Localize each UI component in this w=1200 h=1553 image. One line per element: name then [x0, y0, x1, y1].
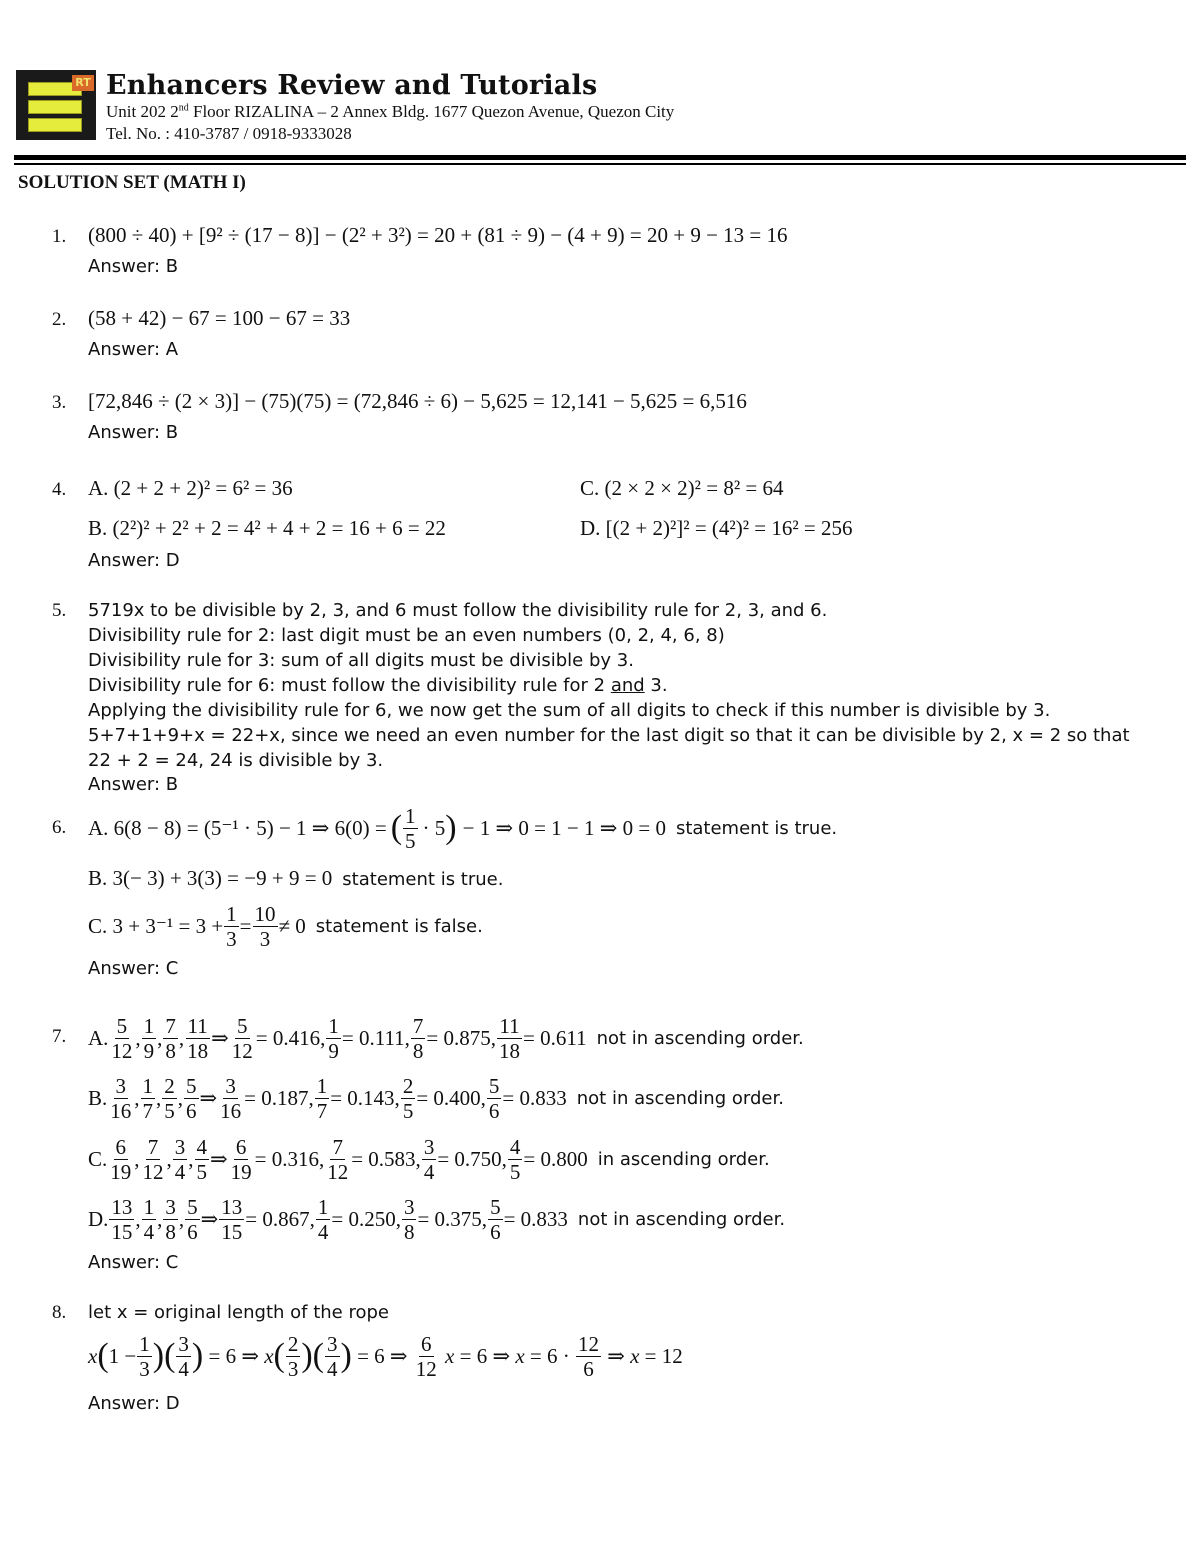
logo-bar — [28, 100, 82, 114]
q5-line: 22 + 2 = 24, 24 is divisible by 3. — [88, 750, 384, 771]
q7-answer: Answer: C — [88, 1252, 179, 1273]
fraction: $\frac{1}{7}$ — [316, 1073, 328, 1123]
q6-option-a: A. 6(8 − 8) = (5⁻¹ · 5) − 1 ⇒ 6(0) = ( $\frac{1}{5}$ · 5 ) − 1 ⇒ 0 = 1 − 1 ⇒ 0 = 0 statement is true. — [88, 803, 838, 853]
question-number: 1. — [52, 226, 67, 247]
q2-answer: Answer: A — [88, 339, 179, 360]
q6-option-b: B. 3(− 3) + 3(3) = −9 + 9 = 0 statement is true. — [88, 866, 504, 890]
q4-option-d: D. [(2 + 2)²]² = (4²)² = 16² = 256 — [580, 516, 853, 540]
fraction: $\frac{2}{5}$ — [402, 1073, 414, 1123]
fraction: $\frac{4}{5}$ — [509, 1134, 521, 1184]
q5-line: Divisibility rule for 2: last digit must be an even numbers (0, 2, 4, 6, 8) — [88, 625, 725, 646]
q4-option-b: B. (2²)² + 2² + 2 = 4² + 4 + 2 = 16 + 6 = 22 — [88, 516, 446, 540]
q5-answer: Answer: B — [88, 774, 179, 795]
fraction: $\frac{7}{12}$ — [327, 1134, 349, 1184]
fraction: $\frac{13}{15}$ — [111, 1194, 133, 1244]
logo-bar — [28, 118, 82, 132]
fraction: $\frac{5}{12}$ — [231, 1013, 253, 1063]
q1-answer: Answer: B — [88, 256, 179, 277]
fraction: $\frac{3}{4}$ — [423, 1134, 435, 1184]
fraction: $\frac{7}{8}$ — [412, 1013, 424, 1063]
fraction: $\frac{11}{18}$ — [499, 1013, 521, 1063]
fraction: $\frac{2}{5}$ — [164, 1073, 175, 1123]
q8-answer: Answer: D — [88, 1393, 180, 1414]
fraction: $\frac{11}{18}$ — [187, 1013, 209, 1063]
fraction: $\frac{1}{4}$ — [317, 1194, 329, 1244]
q3-answer: Answer: B — [88, 422, 179, 443]
q5-line: Applying the divisibility rule for 6, we now get the sum of all digits to check if this number is divisible by 3. — [88, 700, 1051, 721]
question-number: 4. — [52, 479, 67, 500]
company-address: Unit 202 2nd Floor RIZALINA – 2 Annex Bldg. 1677 Quezon Avenue, Quezon City — [106, 102, 675, 121]
fraction: $\frac{5}{6}$ — [186, 1073, 197, 1123]
q7-note: in ascending order. — [597, 1148, 770, 1170]
q7-note: not in ascending order. — [596, 1027, 804, 1049]
fraction: $\frac{1}{7}$ — [142, 1073, 154, 1123]
fraction: $\frac{6}{19}$ — [230, 1134, 252, 1184]
fraction: $\frac{5}{6}$ — [488, 1073, 500, 1123]
header-rule-thin — [14, 163, 1186, 165]
fraction: $\frac{6}{19}$ — [110, 1134, 132, 1184]
question-number: 5. — [52, 600, 67, 621]
q5-line: Divisibility rule for 6: must follow the divisibility rule for 2 and 3. — [88, 675, 668, 696]
question-number: 2. — [52, 309, 67, 330]
q4-option-a: A. (2 + 2 + 2)² = 6² = 36 — [88, 476, 293, 500]
fraction: $\frac{1}{4}$ — [143, 1194, 155, 1244]
q7-note: not in ascending order. — [577, 1208, 786, 1230]
fraction: $\frac{13}{15}$ — [221, 1194, 243, 1244]
fraction: $\frac{3}{8}$ — [165, 1194, 176, 1244]
q7-option-a: A. $\frac{5}{12}$ , $\frac{1}{9}$ , $\frac{7}{8}$ , $\frac{11}{18}$ ⇒ $\frac{5}{12}$ = 0.416, $\frac{1}{9}$ = 0.111, $\frac{7}{8}$ = 0.875, $\frac{11}{18}$ = 0.611 not in ascending order. — [88, 1013, 804, 1063]
q7-note: not in ascending order. — [576, 1087, 784, 1109]
question-number: 8. — [52, 1302, 67, 1323]
question-number: 3. — [52, 392, 67, 413]
q5-line: 5+7+1+9+x = 22+x, since we need an even number for the last digit so that it can be divisible by 2, x = 2 so that — [88, 725, 1130, 746]
q8-intro: let x = original length of the rope — [88, 1302, 389, 1323]
fraction: $\frac{1}{9}$ — [143, 1013, 155, 1063]
fraction: $\frac{5}{12}$ — [111, 1013, 133, 1063]
q2-solution: (58 + 42) − 67 = 100 − 67 = 33 — [88, 306, 351, 330]
q5-line: 5719x to be divisible by 2, 3, and 6 must follow the divisibility rule for 2, 3, and 6. — [88, 600, 828, 621]
header-rule — [14, 155, 1186, 160]
fraction: $\frac{7}{12}$ — [142, 1134, 164, 1184]
fraction: $\frac{4}{5}$ — [196, 1134, 208, 1184]
q8-solution: x ( 1 − $\frac{1}{3}$ )( $\frac{3}{4}$ ) = 6 ⇒ x ( $\frac{2}{3}$ )( $\frac{3}{4}$ ) = 6 ⇒ $\frac{6}{12}$ x = 6 ⇒ x = 6 · $\frac{12}{6}$ ⇒ x = 12 — [88, 1331, 683, 1381]
fraction: $\frac{3}{16}$ — [220, 1073, 242, 1123]
fraction: $\frac{3}{16}$ — [110, 1073, 132, 1123]
fraction: $\frac{3}{8}$ — [403, 1194, 415, 1244]
q1-solution: (800 ÷ 40) + [9² ÷ (17 − 8)] − (2² + 3²) = 20 + (81 ÷ 9) − (4 + 9) = 20 + 9 − 13 = 16 — [88, 223, 788, 247]
fraction: $\frac{7}{8}$ — [165, 1013, 176, 1063]
q4-answer: Answer: D — [88, 550, 180, 571]
company-name: Enhancers Review and Tutorials — [106, 70, 598, 101]
fraction: $\frac{5}{6}$ — [187, 1194, 198, 1244]
company-phone: Tel. No. : 410-3787 / 0918-9333028 — [106, 124, 352, 143]
q6-option-c: C. 3 + 3⁻¹ = 3 + $\frac{1}{3}$ = $\frac{10}{3}$ ≠ 0 statement is false. — [88, 901, 483, 951]
q6-answer: Answer: C — [88, 958, 179, 979]
fraction: $\frac{5}{6}$ — [490, 1194, 501, 1244]
logo-badge: RT — [72, 75, 94, 91]
q4-option-c: C. (2 × 2 × 2)² = 8² = 64 — [580, 476, 784, 500]
company-logo — [16, 70, 96, 140]
fraction: $\frac{3}{4}$ — [174, 1134, 186, 1184]
fraction: $\frac{1}{9}$ — [328, 1013, 339, 1063]
q5-line: Divisibility rule for 3: sum of all digits must be divisible by 3. — [88, 650, 634, 671]
q7-option-c: C. $\frac{6}{19}$ , $\frac{7}{12}$ , $\frac{3}{4}$ , $\frac{4}{5}$ ⇒ $\frac{6}{19}$ = 0.316, $\frac{7}{12}$ = 0.583, $\frac{3}{4}$ = 0.750, $\frac{4}{5}$ = 0.800 in ascending order. — [88, 1134, 770, 1184]
q7-option-d: D. $\frac{13}{15}$ , $\frac{1}{4}$ , $\frac{3}{8}$ , $\frac{5}{6}$ ⇒ $\frac{13}{15}$ = 0.867, $\frac{1}{4}$ = 0.250, $\frac{3}{8}$ = 0.375, $\frac{5}{6}$ = 0.833 not in ascending order. — [88, 1194, 786, 1244]
page-title: SOLUTION SET (MATH I) — [18, 172, 246, 193]
q3-solution: [72,846 ÷ (2 × 3)] − (75)(75) = (72,846 ÷ 6) − 5,625 = 12,141 − 5,625 = 6,516 — [88, 389, 747, 413]
q7-option-b: B. $\frac{3}{16}$ , $\frac{1}{7}$ , $\frac{2}{5}$ , $\frac{5}{6}$ ⇒ $\frac{3}{16}$ = 0.187, $\frac{1}{7}$ = 0.143, $\frac{2}{5}$ = 0.400, $\frac{5}{6}$ = 0.833 not in ascending order. — [88, 1073, 784, 1123]
question-number: 7. — [52, 1026, 67, 1047]
question-number: 6. — [52, 817, 67, 838]
